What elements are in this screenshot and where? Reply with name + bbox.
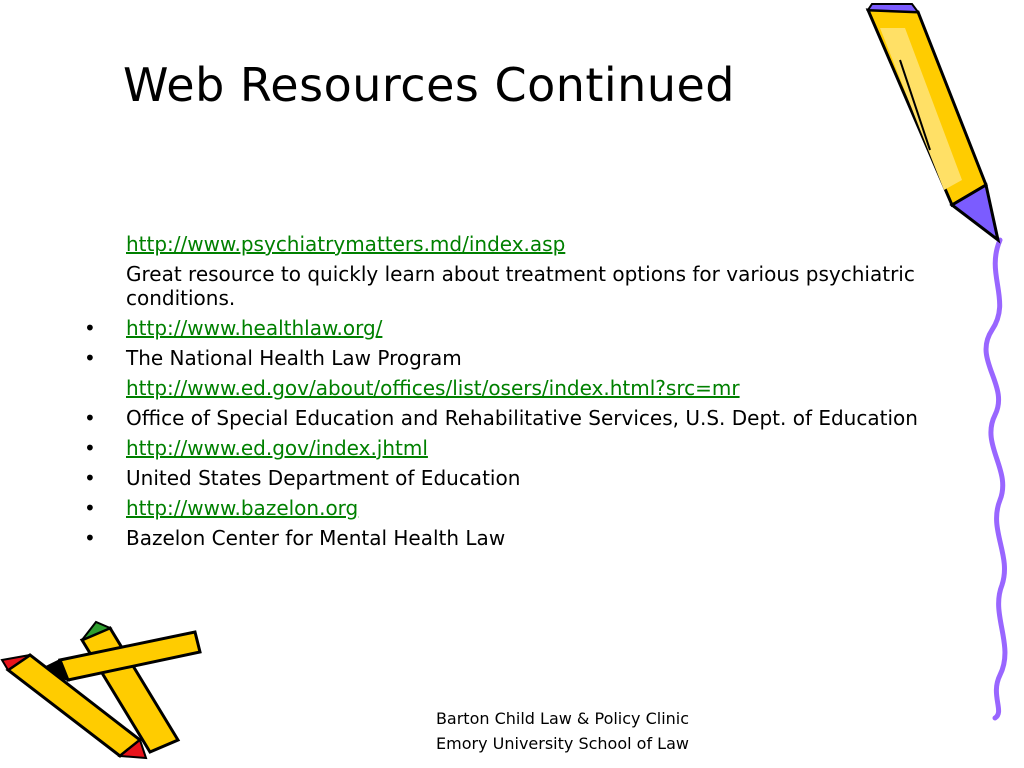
osers-link[interactable]: http://www.ed.gov/about/offices/list/osers/index.html?src=mr xyxy=(126,376,740,400)
list-item xyxy=(84,466,954,490)
item-description: The National Health Law Program xyxy=(126,346,462,370)
list-item xyxy=(84,232,954,256)
ed-gov-link[interactable]: http://www.ed.gov/index.jhtml xyxy=(126,436,428,460)
bullet: • xyxy=(84,406,96,430)
psychiatrymatters-link[interactable]: http://www.psychiatrymatters.md/index.asp xyxy=(126,232,566,256)
bullet: • xyxy=(84,346,96,370)
bullet: • xyxy=(84,436,96,460)
bullet: • xyxy=(84,466,96,490)
list-item xyxy=(84,346,954,370)
list-item xyxy=(84,316,954,340)
crossed-pencils-icon xyxy=(2,622,200,758)
item-description: Office of Special Education and Rehabilitative Services, U.S. Dept. of Education xyxy=(126,406,918,430)
list-item xyxy=(84,436,954,460)
bullet: • xyxy=(84,316,96,340)
item-description: United States Department of Education xyxy=(126,466,521,490)
slide-title: Web Resources Continued xyxy=(123,58,735,112)
list-item xyxy=(84,376,954,400)
list-item xyxy=(84,526,954,550)
footer-line-school: Emory University School of Law xyxy=(436,734,689,753)
healthlaw-link[interactable]: http://www.healthlaw.org/ xyxy=(126,316,383,340)
squiggle-line xyxy=(986,240,1005,718)
list-item xyxy=(84,406,954,430)
bullet: • xyxy=(84,526,96,550)
slide-footer xyxy=(400,706,725,756)
footer-line-clinic: Barton Child Law & Policy Clinic xyxy=(435,709,690,728)
item-description: Bazelon Center for Mental Health Law xyxy=(126,526,506,550)
item-description: Great resource to quickly learn about treatment options for various psychiatric conditions. xyxy=(126,262,915,310)
list-item xyxy=(84,496,954,520)
bazelon-link[interactable]: http://www.bazelon.org xyxy=(126,496,359,520)
bullet: • xyxy=(84,496,96,520)
pencil-icon xyxy=(868,4,998,240)
resource-list xyxy=(84,232,954,556)
list-item xyxy=(84,262,954,310)
